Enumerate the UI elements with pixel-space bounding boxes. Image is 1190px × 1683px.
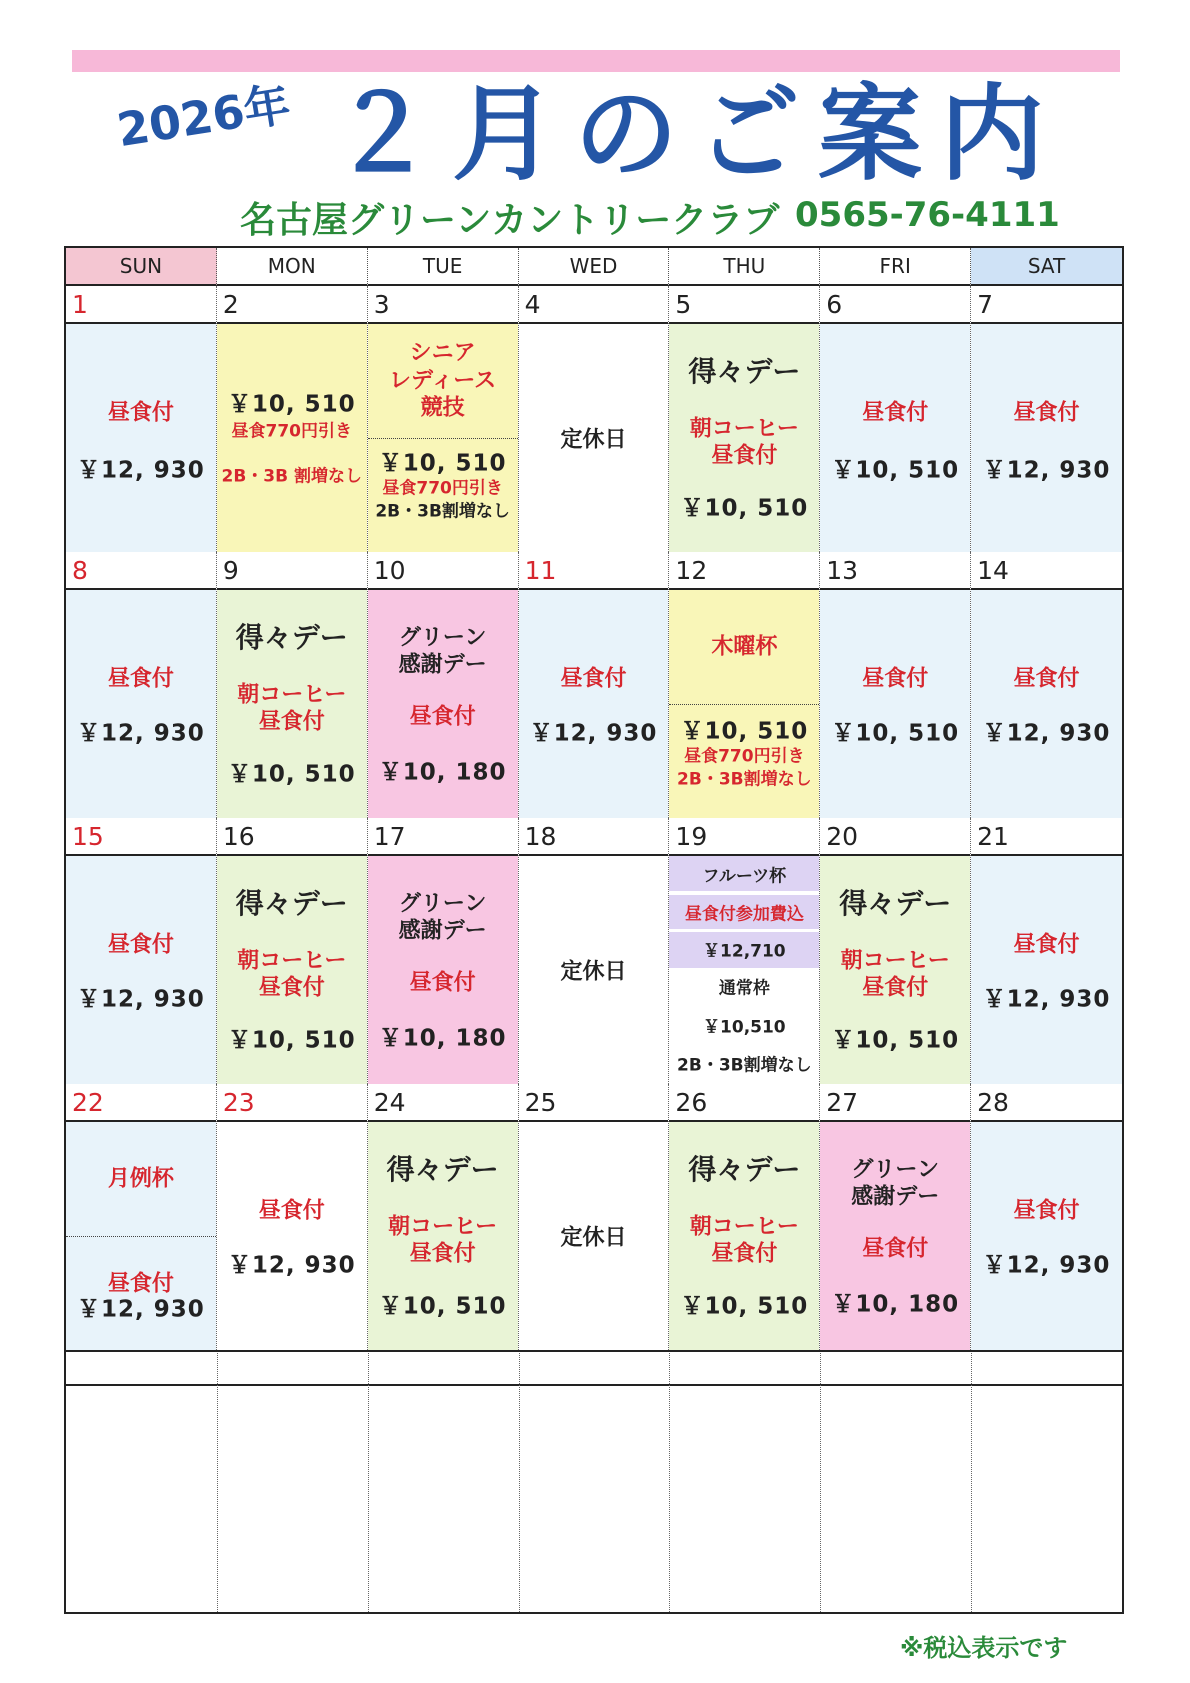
day-cell: [66, 286, 217, 552]
day-text: 昼食付: [107, 666, 174, 692]
day-text: 昼食付: [258, 709, 325, 735]
day-text: ￥12, 930: [982, 986, 1111, 1013]
day-text: ￥12, 930: [77, 1296, 205, 1323]
day-cell: [519, 286, 670, 552]
day-body: [971, 1122, 1122, 1350]
day-text: 昼食付: [862, 666, 929, 692]
day-cell: [669, 1084, 820, 1350]
year-label: 2026年: [113, 76, 294, 158]
day-cell: [971, 818, 1122, 1084]
empty-col-divider: [971, 1350, 972, 1612]
day-number: 10: [368, 552, 518, 590]
day-cell: [368, 1084, 519, 1350]
weekday-header-tue: TUE: [368, 248, 519, 286]
day-body: [820, 324, 970, 552]
day-text: ￥12, 930: [982, 1252, 1111, 1279]
day-body: [368, 590, 518, 818]
day-text: ￥12, 930: [77, 986, 205, 1013]
day-text: 朝コーヒー: [237, 948, 347, 974]
day-text: 定休日: [560, 427, 627, 453]
day-text: ￥12, 930: [227, 1252, 356, 1279]
day-cell: [971, 286, 1122, 552]
day-text: ￥10, 510: [227, 1027, 356, 1054]
calendar-grid: [64, 246, 1124, 1614]
day-cell: [820, 818, 971, 1084]
cell-divider: [368, 438, 518, 439]
day-cell: [669, 286, 820, 552]
day-cell: [66, 552, 217, 818]
day-cell: [669, 552, 820, 818]
day-body: [66, 324, 216, 552]
cell-divider: [66, 1236, 216, 1237]
day-body: [368, 856, 518, 1084]
day-text: 得々デー: [688, 354, 801, 388]
day-cell: [217, 286, 368, 552]
page-title: ２月のご案内: [330, 73, 1063, 195]
day-text: 昼食付: [1013, 400, 1080, 426]
day-body: [669, 324, 819, 552]
day-text: 昼食付: [560, 666, 627, 692]
day-number: 19: [669, 818, 819, 856]
day-text: 月例杯: [107, 1166, 174, 1192]
day-text: ￥10, 510: [227, 391, 356, 418]
day-text: ￥12, 930: [982, 720, 1111, 747]
day-cell: [971, 552, 1122, 818]
day-body: [217, 324, 367, 552]
day-cell: [971, 1084, 1122, 1350]
day-text: 昼食付: [107, 932, 174, 958]
day-text: 2B・3B割増なし: [677, 1055, 812, 1076]
day-cell: [519, 818, 670, 1084]
day-text: グリーン: [398, 891, 487, 917]
day-number: 27: [820, 1084, 970, 1122]
weekday-header-wed: WED: [519, 248, 670, 286]
day-text: 昼食付: [107, 400, 174, 426]
day-body: [971, 856, 1122, 1084]
day-text: フルーツ杯: [702, 866, 787, 887]
day-text: ￥10, 510: [831, 457, 960, 484]
day-text: 昼食付参加費込: [684, 904, 804, 925]
day-cell: [217, 552, 368, 818]
day-body: [820, 590, 970, 818]
day-number: 28: [971, 1084, 1122, 1122]
day-text: 昼食付: [107, 1271, 174, 1297]
day-text: 朝コーヒー: [840, 948, 950, 974]
day-text: 昼食770円引き: [382, 478, 503, 499]
day-text: 昼食770円引き: [231, 421, 353, 442]
tax-note: ※税込表示です: [900, 1634, 1068, 1662]
day-body: [820, 1122, 970, 1350]
day-body: [519, 1122, 669, 1350]
day-text: ￥12, 930: [982, 457, 1111, 484]
day-text: 昼食付: [1013, 666, 1080, 692]
day-text: 感謝デー: [398, 918, 487, 944]
day-number: 5: [669, 286, 819, 324]
day-number: 20: [820, 818, 970, 856]
day-text: 2B・3B割増なし: [677, 769, 812, 790]
day-cell: [368, 552, 519, 818]
day-number: 7: [971, 286, 1122, 324]
day-body: [66, 1122, 216, 1350]
day-text: シニア: [409, 340, 476, 366]
weekday-header-sun: SUN: [66, 248, 217, 286]
weekday-header-thu: THU: [669, 248, 820, 286]
day-text: グリーン: [851, 1157, 939, 1183]
day-body: [820, 856, 970, 1084]
empty-col-divider: [217, 1350, 218, 1612]
day-text: 昼食付: [862, 400, 929, 426]
day-text: 昼食付: [258, 975, 325, 1001]
day-body: [971, 324, 1122, 552]
day-text: 感謝デー: [851, 1184, 940, 1210]
day-text: ￥10, 510: [378, 1293, 507, 1320]
day-text: 昼食付: [862, 1236, 929, 1262]
day-text: 昼食付: [1013, 932, 1080, 958]
day-text: レディース: [389, 368, 497, 394]
day-text: ￥10, 510: [680, 718, 809, 745]
day-text: ￥10, 510: [831, 720, 960, 747]
empty-col-divider: [669, 1350, 670, 1612]
day-text: 昼食付: [711, 443, 778, 469]
day-text: ￥10, 180: [378, 759, 507, 786]
day-text: 朝コーヒー: [237, 682, 347, 708]
day-number: 26: [669, 1084, 819, 1122]
day-body: [669, 856, 819, 1084]
day-text: 昼食付: [409, 970, 476, 996]
day-number: 9: [217, 552, 367, 590]
day-text: 昼食770円引き: [684, 746, 805, 767]
day-cell: [217, 1084, 368, 1350]
day-cell: [519, 552, 670, 818]
day-cell: [66, 818, 217, 1084]
day-body: [217, 590, 367, 818]
day-cell: [820, 552, 971, 818]
phone-number: 0565-76-4111: [795, 195, 1060, 235]
day-text: 昼食付: [409, 704, 476, 730]
day-body: [519, 590, 669, 818]
day-number: 23: [217, 1084, 367, 1122]
day-number: 6: [820, 286, 970, 324]
day-cell: [66, 1084, 217, 1350]
day-text: 得々デー: [386, 1152, 499, 1186]
day-text: 昼食付: [1013, 1198, 1080, 1224]
day-text: 昼食付: [409, 1241, 476, 1267]
day-number: 21: [971, 818, 1122, 856]
day-number: 3: [368, 286, 518, 324]
day-text: 昼食付: [711, 1241, 778, 1267]
day-text: 朝コーヒー: [689, 1214, 799, 1240]
day-text: 昼食付: [862, 975, 929, 1001]
grid-bottom-line: [66, 1350, 1122, 1352]
day-number: 4: [519, 286, 669, 324]
day-body: [971, 590, 1122, 818]
day-text: ￥10, 510: [227, 761, 356, 788]
day-text: ￥10, 510: [680, 495, 809, 522]
day-body: [519, 856, 669, 1084]
day-number: 14: [971, 552, 1122, 590]
day-number: 12: [669, 552, 819, 590]
day-number: 2: [217, 286, 367, 324]
day-body: [519, 324, 669, 552]
day-text: グリーン: [398, 625, 487, 651]
day-text: 通常枠: [718, 978, 770, 999]
day-cell: [820, 286, 971, 552]
day-number: 25: [519, 1084, 669, 1122]
day-text: 定休日: [560, 959, 627, 985]
day-cell: [820, 1084, 971, 1350]
empty-row-line: [66, 1384, 1122, 1386]
day-number: 16: [217, 818, 367, 856]
day-number: 1: [66, 286, 216, 324]
day-text: ￥10, 180: [831, 1291, 960, 1318]
day-text: 得々デー: [235, 886, 348, 920]
day-number: 15: [66, 818, 216, 856]
day-number: 8: [66, 552, 216, 590]
day-text: 感謝デー: [398, 652, 487, 678]
day-body: [66, 856, 216, 1084]
day-text: 2B・3B割増なし: [375, 501, 510, 522]
day-text: ￥12, 930: [77, 720, 205, 747]
day-text: 定休日: [560, 1225, 627, 1251]
day-cell: [368, 286, 519, 552]
day-number: 13: [820, 552, 970, 590]
day-number: 22: [66, 1084, 216, 1122]
empty-col-divider: [368, 1350, 369, 1612]
day-text: 得々デー: [235, 620, 348, 654]
day-text: 朝コーヒー: [388, 1214, 498, 1240]
empty-col-divider: [519, 1350, 520, 1612]
day-number: 11: [519, 552, 669, 590]
day-text: ￥10, 180: [378, 1025, 507, 1052]
day-cell: [217, 818, 368, 1084]
day-body: [368, 1122, 518, 1350]
day-number: 18: [519, 818, 669, 856]
day-text: 木曜杯: [711, 634, 778, 660]
day-text: 得々デー: [688, 1152, 801, 1186]
day-text: 競技: [420, 395, 465, 421]
day-number: 17: [368, 818, 518, 856]
day-text: ￥10, 510: [831, 1027, 960, 1054]
day-text: ￥10, 510: [680, 1293, 809, 1320]
weekday-header-fri: FRI: [820, 248, 971, 286]
club-name: 名古屋グリーンカントリークラブ: [240, 200, 780, 241]
weekday-header-sat: SAT: [971, 248, 1122, 286]
empty-col-divider: [820, 1350, 821, 1612]
day-text: 2B・3B 割増なし: [221, 466, 363, 487]
day-body: [669, 590, 819, 818]
day-cell: [669, 818, 820, 1084]
day-text: 得々デー: [839, 886, 952, 920]
day-text: ￥12,710: [703, 941, 786, 962]
day-cell: [368, 818, 519, 1084]
day-text: ￥12, 930: [529, 720, 658, 747]
day-text: ￥10,510: [703, 1017, 786, 1038]
day-body: [669, 1122, 819, 1350]
day-text: ￥10, 510: [378, 450, 507, 477]
weekday-header-mon: MON: [217, 248, 368, 286]
day-text: 朝コーヒー: [689, 416, 799, 442]
top-decor-bar: [72, 50, 1120, 72]
day-cell: [519, 1084, 670, 1350]
day-body: [217, 1122, 367, 1350]
cell-divider: [669, 704, 819, 705]
day-body: [217, 856, 367, 1084]
day-body: [368, 324, 518, 552]
day-number: 24: [368, 1084, 518, 1122]
day-text: ￥12, 930: [77, 457, 205, 484]
day-body: [66, 590, 216, 818]
day-text: 昼食付: [258, 1198, 325, 1224]
